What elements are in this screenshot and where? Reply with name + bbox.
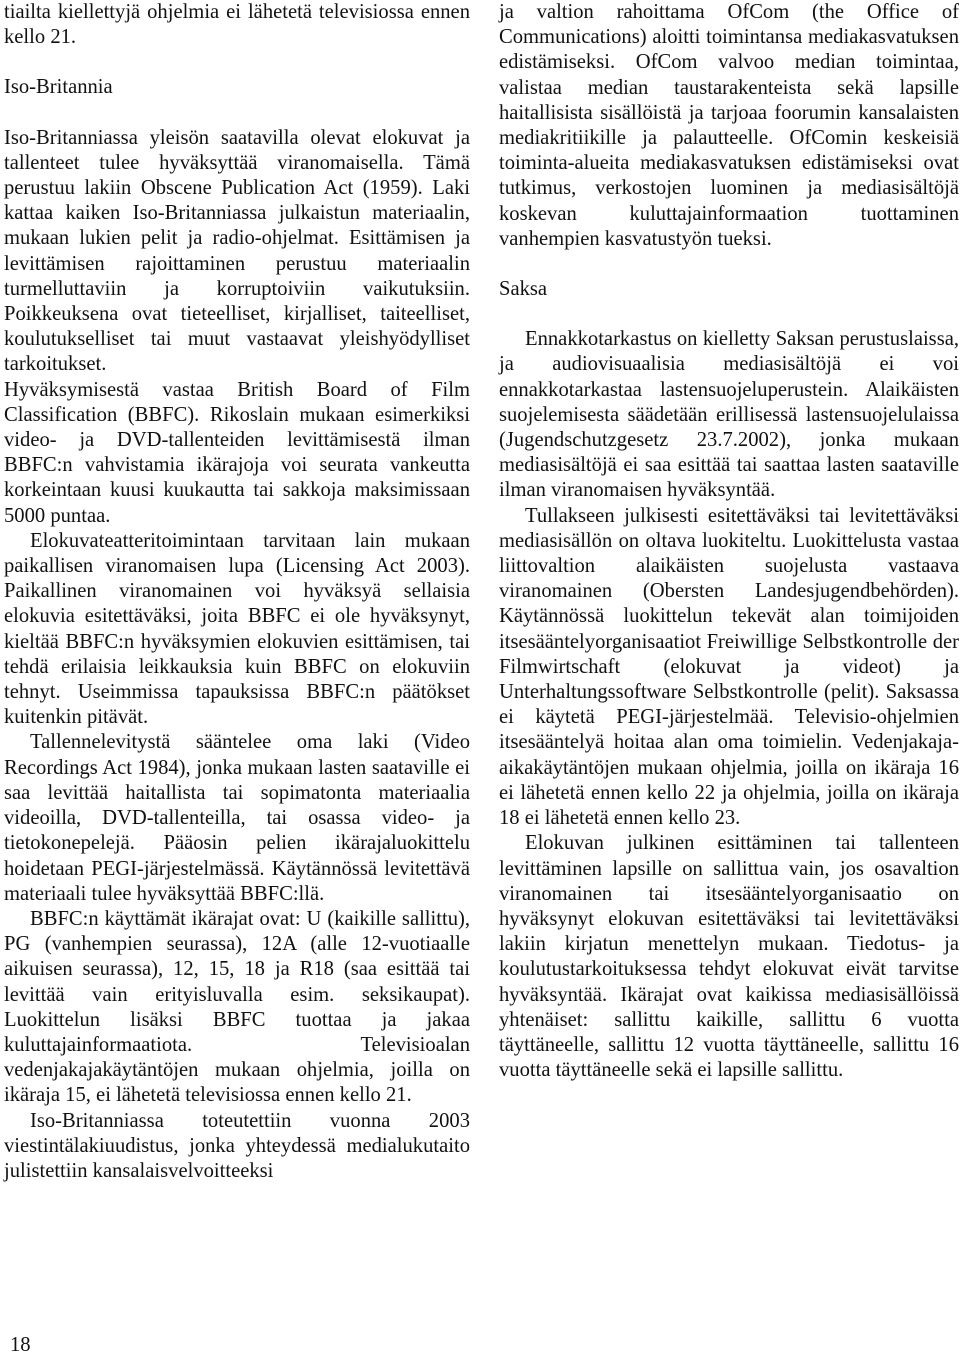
spacer <box>499 252 959 277</box>
right-column <box>499 0 959 1083</box>
spacer <box>4 101 470 126</box>
paragraph-uk-2: Hyväksymisestä vastaa British Board of Film Classification (BBFC). Rikoslain mukaan esimerkiksi video- ja DVD-tallenteiden levittämisestä ilman BBFC:n vahvistamia ikärajoja voi seurata vankeutta korkeintaan kuusi kuukautta tai sakkoja maksimissaan 5000 puntaa. <box>4 378 470 527</box>
paragraph-de-2: Tullakseen julkisesti esitettäväksi tai levitettäväksi mediasisällön on oltava luokiteltu. Luokittelusta vastaa liittovaltion alaikäisten suojelusta vastaava viranomainen (Obersten Landesjugendbehörden). Käytännössä luokittelun tekevät alan toimijoiden itsesääntelyorganisaatiot Freiwillige Selbstkontrolle der Filmwirtschaft (elokuvat ja videot) ja Unterhaltungssoftware Selbstkontrolle (pelit). Saksassa ei käytetä PEGI-järjestelmää. Televisio-ohjelmien itsesääntelyä hoitaa alan oma toimielin. Vedenjakaja-aikakäytäntöjen mukaan ohjelmia, joilla on ikäraja 16 ei lähetetä ennen kello 22 ja ohjelmia, joilla on ikäraja 18 ei lähetetä ennen kello 23. <box>499 504 959 830</box>
paragraph-uk-4: Tallennelevitystä sääntelee oma laki (Video Recordings Act 1984), jonka mukaan lasten saataville ei saa levittää haitallista tai sopimatonta materiaalia videoilla, DVD-tallenteilla, tai osassa video- ja tietokonepelejä. Pääosin pelien ikärajaluokittelu hoidetaan PEGI-järjestelmässä. Käytännössä levitettävä materiaali tulee hyväksyttää BBFC:llä. <box>4 731 470 905</box>
paragraph-uk-5: BBFC:n käyttämät ikärajat ovat: U (kaikille sallittu), PG (vanhempien seurassa), 12A (alle 12-vuotiaalle aikuisen seurassa), 12, 15, 18 ja R18 (saa esittää tai levittää vain erityisluvalla esim. seksikaupat). Luokittelun lisäksi BBFC tuottaa ja jakaa kuluttajainformaatiota. Televisioalan vedenjakajakäytäntöjen mukaan ohjelmia, joilla on ikäraja 15, ei lähetetä televisiossa ennen kello 21. <box>4 907 470 1107</box>
paragraph-uk-6: Iso-Britanniassa toteutettiin vuonna 2003 viestintälakiuudistus, jonka yhteydessä medialukutaito julistettiin kansalaisvelvoitteeksi <box>4 1109 470 1182</box>
paragraph-uk-3: Elokuvateatteritoimintaan tarvitaan lain mukaan paikallisen viranomaisen lupa (Licensing Act 2003). Paikallinen viranomainen voi hyväksyä sellaisia elokuvia esitettäväksi, joita BBFC ei ole hyväksynyt, kieltää BBFC:n hyväksymien elokuvien esittämisen, tai tehdä erilaisia leikkauksia kuin BBFC on elokuviin tehnyt. Useimmissa tapauksissa BBFC:n päätökset kuitenkin pitävät. <box>4 529 470 729</box>
page-number: 18 <box>10 1334 31 1356</box>
section-heading-uk: Iso-Britannia <box>4 76 113 99</box>
section-heading-germany: Saksa <box>499 278 548 301</box>
spacer <box>4 50 470 75</box>
left-column <box>4 0 470 1184</box>
paragraph-intro-fragment: tiailta kiellettyjä ohjelmia ei lähetetä televisiossa ennen kello 21. <box>4 1 470 49</box>
spacer <box>499 302 959 327</box>
paragraph-de-3: Elokuvan julkinen esittäminen tai tallenteen levittäminen lapsille on sallittua vain, jos osavaltion viranomainen tai itsesääntelyorganisaatio on hyväksynyt elokuvan esitettäväksi tai levitettäväksi lakiin kirjatun menettelyn mukaan. Tiedotus- ja koulutustarkoituksessa tehdyt elokuvat eivät tarvitse hyväksyntää. Ikärajat ovat kaikissa mediasisällöissä yhtenäiset: sallittu kaikille, sallittu 6 vuotta täyttäneelle, sallittu 12 vuotta täyttäneelle, sallittu 16 vuotta täyttäneelle sekä ei lapsille sallittu. <box>499 832 959 1082</box>
paragraph-uk-1: Iso-Britanniassa yleisön saatavilla olevat elokuvat ja tallenteet tulee hyväksyttää viranomaisella. Tämä perustuu lakiin Obscene Publication Act (1959). Laki kattaa kaiken Iso-Britanniassa julkaistun materiaalin, mukaan lukien pelit ja radio-ohjelmat. Esittämisen ja levittämisen rajoittaminen perustuu materiaalin turmelluttaviin ja korruptoiviin vaikutuksiin. Poikkeuksena ovat tieteelliset, kirjalliset, taiteelliset, koulutukselliset tai muut vastaavat yleishyödylliset tarkoitukset. <box>4 126 470 376</box>
paragraph-ofcom: ja valtion rahoittama OfCom (the Office of Communications) aloitti toimintansa mediakasvatuksen edistämiseksi. OfCom valvoo median toimintaa, valistaa median taustarakenteista sekä lapsille haitallisista sisällöistä ja tarjoaa foorumin kansalaisten mediakritiikille ja palautteelle. OfComin keskeisiä toiminta-alueita mediakasvatuksen edistämiseksi ovat tutkimus, verkostojen luominen ja mediasisältöjä koskevan kuluttajainformaation tuottaminen vanhempien kasvatustyön tueksi. <box>499 1 959 250</box>
paragraph-de-1: Ennakkotarkastus on kielletty Saksan perustuslaissa, ja audiovisuaalisia mediasisältöjä ei voi ennakkotarkastaa lastensuojeluperustein. Alaikäisten suojelemisesta säädetään erillisessä lastensuojelulaissa (Jugendschutzgesetz 23.7.2002), jonka mukaan mediasisältöjä ei saa esittää tai saattaa lasten saataville ilman viranomaisen hyväksyntää. <box>499 328 959 502</box>
